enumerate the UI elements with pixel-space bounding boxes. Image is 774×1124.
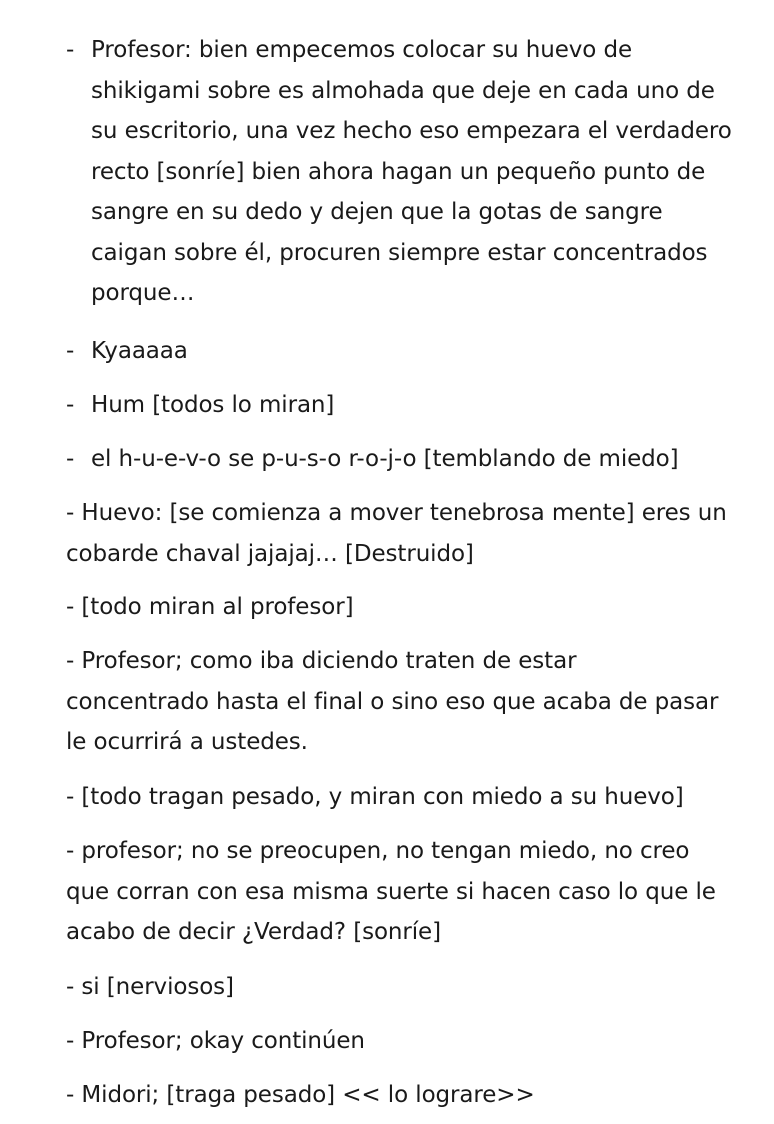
paragraph-5: [66, 493, 756, 574]
paragraph-line: acabo de decir ¿Verdad? [sonríe]: [66, 919, 441, 945]
bullet-dash: -: [66, 446, 75, 472]
paragraph-line: recto [sonríe] bien ahora hagan un pequeño punto de: [91, 158, 706, 185]
paragraph-line: - Midori; [traga pesado] << lo lograre>>: [66, 1082, 535, 1108]
paragraph-line: - [todo miran al profesor]: [66, 594, 354, 620]
paragraph-line: - Hum [todos lo miran]: [66, 385, 756, 426]
paragraph-line: - si [nerviosos]: [66, 974, 234, 1000]
paragraph-12: [66, 1075, 756, 1116]
paragraph-line: - Profesor; como iba diciendo traten de estar: [66, 648, 577, 674]
paragraph-9: [66, 831, 756, 953]
paragraph-line: su escritorio, una vez hecho eso empezara el verdadero: [91, 118, 732, 144]
paragraph-4: [66, 439, 756, 480]
paragraph-11: [66, 1021, 756, 1062]
paragraph-7: [66, 641, 756, 763]
paragraph-line: - [todo tragan pesado, y miran con miedo a su huevo]: [66, 784, 684, 810]
paragraph-line: concentrado hasta el final o sino eso que acaba de pasar: [66, 688, 719, 715]
paragraph-line: le ocurrirá a ustedes.: [66, 729, 308, 755]
paragraph-8: [66, 777, 756, 818]
bullet-dash: -: [66, 392, 75, 418]
paragraph-line: porque…: [91, 280, 195, 306]
paragraph-line: - Profesor: bien empecemos colocar su huevo de: [66, 30, 756, 71]
paragraph-line: - Profesor; okay continúen: [66, 1028, 365, 1054]
paragraph-line: - Huevo: [se comienza a mover tenebrosa mente] eres un: [66, 500, 727, 526]
paragraph-line: cobarde chaval jajajaj… [Destruido]: [66, 540, 474, 567]
bullet-dash: -: [66, 37, 75, 63]
paragraph-line: - Kyaaaaa: [66, 331, 756, 372]
paragraph-line: que corran con esa misma suerte si hacen caso lo que le: [66, 878, 716, 905]
paragraph-line: - profesor; no se preocupen, no tengan miedo, no creo: [66, 838, 690, 864]
paragraph-6: [66, 587, 756, 628]
paragraph-2: [66, 331, 756, 372]
paragraph-line: shikigami sobre es almohada que deje en cada uno de: [91, 77, 715, 104]
paragraph-line: sangre en su dedo y dejen que la gotas de sangre: [91, 199, 663, 225]
bullet-dash: -: [66, 338, 75, 364]
paragraph-10: [66, 967, 756, 1008]
paragraph-line: caigan sobre él, procuren siempre estar concentrados: [91, 239, 708, 266]
paragraph-1: [66, 30, 756, 314]
paragraph-3: [66, 385, 756, 426]
paragraph-line: - el h-u-e-v-o se p-u-s-o r-o-j-o [temblando de miedo]: [66, 439, 756, 480]
